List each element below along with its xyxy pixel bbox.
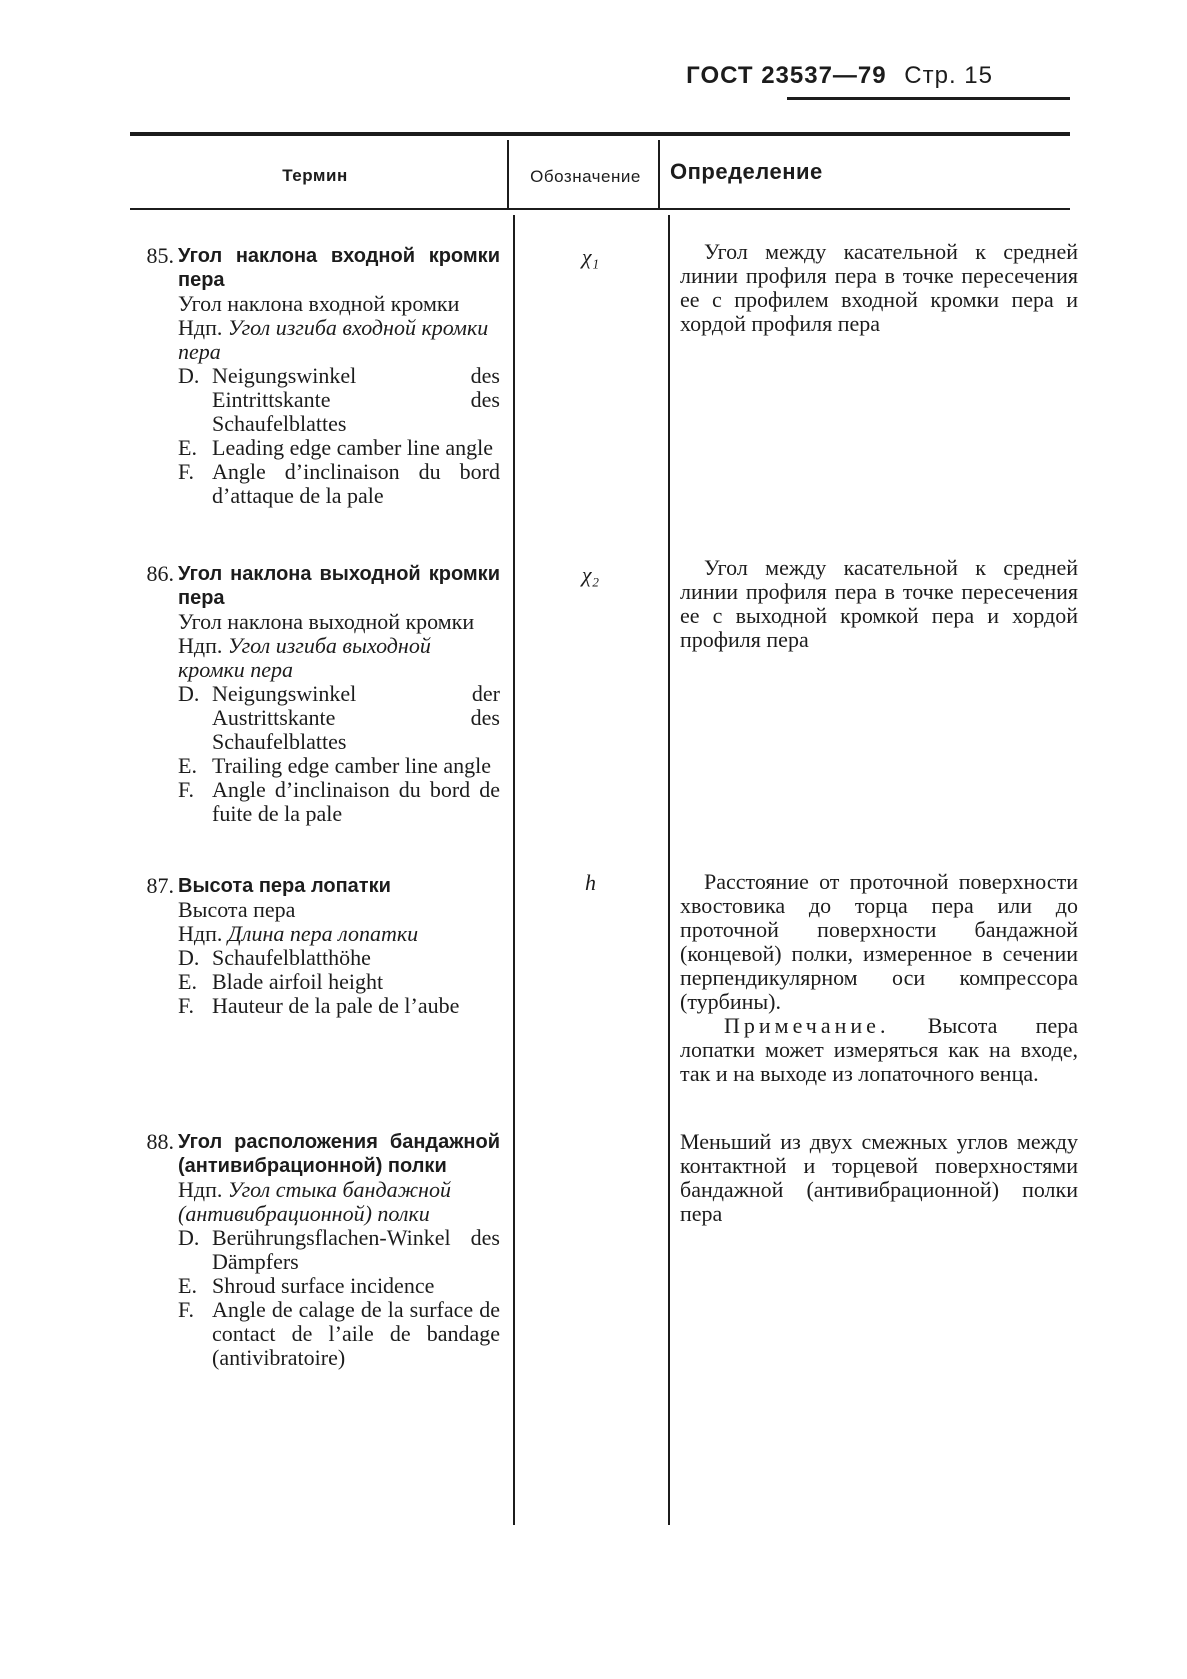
term-german — [178, 364, 500, 436]
ndp-term: Угол изгиба входной кромки пера — [178, 315, 489, 364]
column-divider — [507, 140, 509, 210]
page-header — [686, 62, 993, 90]
term-title: Высота пера лопатки — [178, 875, 391, 897]
column-header-term: Термин — [282, 166, 348, 185]
term-symbol: h — [585, 870, 596, 895]
definition-text: Меньший из двух смежных углов между контактной и торцевой поверхностями бандажной (антивибрационной) полки пера — [680, 1129, 1078, 1226]
ndp-prefix: Ндп. — [178, 1177, 223, 1202]
term-not-allowed — [178, 922, 500, 946]
entry-number: 86. — [146, 561, 174, 586]
term-english — [178, 754, 500, 778]
term-german-text: Berührungsflachen-Winkel des Dämpfers — [212, 1225, 500, 1274]
term-entry-85 — [130, 244, 500, 508]
definition-text: Угол между касательной к средней линии профиля пера в точке пересечения ее с профилем входной кромки пера и хордой профиля пера — [680, 239, 1078, 336]
term-german-text: Neigungswinkel der Austrittskante des Schaufelblattes — [212, 681, 500, 754]
term-german-text: Schaufelblatthöhe — [212, 945, 371, 970]
term-french-text: Angle d’inclinaison du bord d’attaque de la pale — [212, 459, 500, 508]
ndp-prefix: Ндп. — [178, 921, 223, 946]
lang-code: D. — [178, 681, 200, 706]
ndp-prefix: Ндп. — [178, 633, 223, 658]
definition-text: Расстояние от проточной поверхности хвостовика до торца пера или до проточной поверхности бандажной (концевой) полки, измеренное в сечении перпендикулярном оси компрессора (турбины). — [680, 869, 1078, 1014]
term-definition — [680, 240, 1078, 336]
lang-code: E. — [178, 435, 197, 460]
term-german — [178, 946, 500, 970]
term-french — [178, 778, 500, 826]
column-header-definition: Определение — [670, 159, 823, 184]
term-definition — [680, 556, 1078, 652]
term-entry-86 — [130, 562, 500, 826]
term-synonym: Угол наклона выходной кромки — [178, 609, 475, 634]
term-not-allowed — [178, 634, 500, 682]
definition-text: Угол между касательной к средней линии профиля пера в точке пересечения ее с выходной кромкой пера и хордой профиля пера — [680, 555, 1078, 652]
term-synonym: Угол наклона входной кромки — [178, 291, 460, 316]
term-definition — [680, 1130, 1078, 1226]
term-french-text: Hauteur de la pale de l’aube — [212, 993, 460, 1018]
column-divider — [658, 140, 660, 210]
entry-number: 85. — [146, 243, 174, 268]
term-german — [178, 682, 500, 754]
term-english-text: Shroud surface incidence — [212, 1273, 435, 1298]
column-header-designation: Обозначение — [530, 167, 641, 186]
lang-code: E. — [178, 753, 197, 778]
term-synonym: Высота пера — [178, 897, 296, 922]
term-english-text: Leading edge camber line angle — [212, 435, 493, 460]
term-english-text: Blade airfoil height — [212, 969, 384, 994]
lang-code: D. — [178, 1225, 200, 1250]
lang-code: F. — [178, 993, 194, 1018]
term-title: Угол наклона входной кромки пера — [178, 245, 500, 291]
lang-code: F. — [178, 459, 194, 484]
note-text: Высота пера лопатки может измеряться как на входе, так и на выходе из лопаточного венца. — [680, 1013, 1078, 1086]
lang-code: F. — [178, 1297, 194, 1322]
term-not-allowed — [178, 1178, 500, 1226]
table-header-rule — [130, 208, 1070, 210]
term-english-text: Trailing edge camber line angle — [212, 753, 491, 778]
term-french — [178, 1298, 500, 1370]
term-german — [178, 1226, 500, 1274]
document-id: ГОСТ 23537—79 — [686, 62, 887, 89]
lang-code: F. — [178, 777, 194, 802]
term-title: Угол расположения бандажной (антивибрационной) полки — [178, 1131, 500, 1177]
lang-code: E. — [178, 969, 197, 994]
ndp-term: Длина пера лопатки — [227, 921, 419, 946]
term-german-text: Neigungswinkel des Eintrittskante des Schaufelblattes — [212, 363, 500, 436]
term-entry-87 — [130, 874, 500, 1018]
entry-number: 88. — [146, 1129, 174, 1154]
ndp-prefix: Ндп. — [178, 315, 223, 340]
lang-code: D. — [178, 945, 200, 970]
term-symbol: χ₂ — [581, 562, 600, 587]
definition-note — [680, 1014, 1078, 1086]
entry-number: 87. — [146, 873, 174, 898]
header-rule — [787, 97, 1070, 100]
note-label: Примечание. — [724, 1013, 890, 1038]
term-title: Угол наклона выходной кромки пера — [178, 563, 500, 609]
page-number: Стр. 15 — [904, 62, 993, 89]
ndp-term: Угол изгиба выходной кромки пера — [178, 633, 431, 682]
term-french-text: Angle de calage de la surface de contact de l’aile de bandage (antivibratoire) — [212, 1297, 500, 1370]
term-definition — [680, 870, 1078, 1086]
term-english — [178, 436, 500, 460]
lang-code: E. — [178, 1273, 197, 1298]
term-not-allowed — [178, 316, 500, 364]
term-french-text: Angle d’inclinaison du bord de fuite de la pale — [212, 777, 500, 826]
ndp-term: Угол стыка бандажной (антивибрационной) полки — [178, 1177, 451, 1226]
term-french — [178, 460, 500, 508]
table-top-rule — [130, 132, 1070, 136]
lang-code: D. — [178, 363, 200, 388]
term-entry-88 — [130, 1130, 500, 1370]
term-english — [178, 970, 500, 994]
term-french — [178, 994, 500, 1018]
term-english — [178, 1274, 500, 1298]
column-divider — [668, 215, 670, 1525]
term-symbol: χ₁ — [581, 244, 600, 269]
